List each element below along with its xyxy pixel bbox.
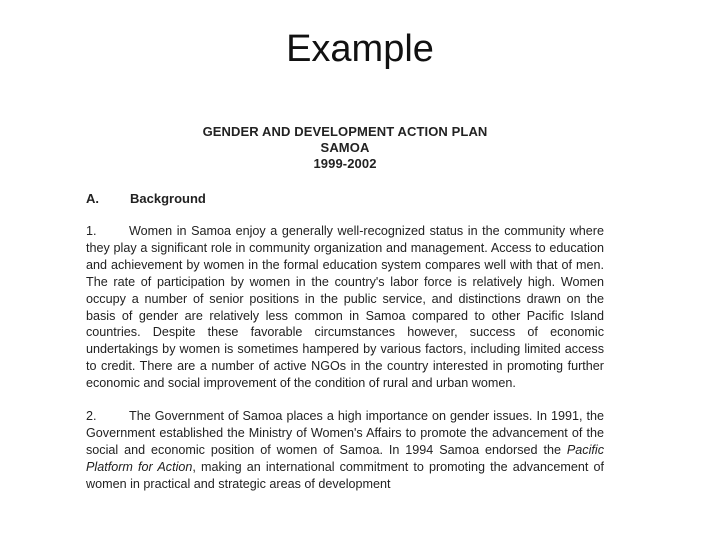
heading-title: GENDER AND DEVELOPMENT ACTION PLAN xyxy=(202,124,488,139)
paragraph-text-italic: Pacific Platform for Action xyxy=(86,442,604,474)
paragraph-text-end: , making an international commitment to promoting the advancement of women in practical and strategic areas of development xyxy=(86,459,604,491)
section-heading xyxy=(86,191,604,207)
slide-title: Example xyxy=(286,28,434,70)
heading-years: 1999-2002 xyxy=(313,156,377,171)
paragraph-2 xyxy=(86,408,604,493)
paragraph-text: Women in Samoa enjoy a generally well-recognized status in the community where they play a significant role in community organization and management. Access to education and achievement by women in the formal education system compares well with that of men. The rate of participation by women in the country's labor force is relatively high. Women occupy a number of senior positions in the public service, and distinctions drawn on the basis of gender are relatively less common in Samoa compared to other Pacific Island countries. Despite these favorable circumstances however, success of economic undertakings by women is sometimes hampered by various factors, including limited access to credit. There are a number of active NGOs in the country interested in promoting further economic and social improvement of the condition of rural and urban women. xyxy=(86,224,604,391)
paragraph-number: 2. xyxy=(86,409,97,424)
section-title: Background xyxy=(130,191,206,206)
document-heading xyxy=(86,124,604,172)
paragraph-number: 1. xyxy=(86,224,97,238)
section-letter: A. xyxy=(86,191,99,206)
document-excerpt xyxy=(86,124,604,493)
heading-country: SAMOA xyxy=(320,140,370,155)
paragraph-text-start: The Government of Samoa places a high importance on gender issues. In 1991, the Government established the Ministry of Women's Affairs to promote the advancement of the social and economic position of women of Samoa. In 1994 Samoa endorsed the xyxy=(86,409,604,457)
paragraph-1 xyxy=(86,223,604,392)
